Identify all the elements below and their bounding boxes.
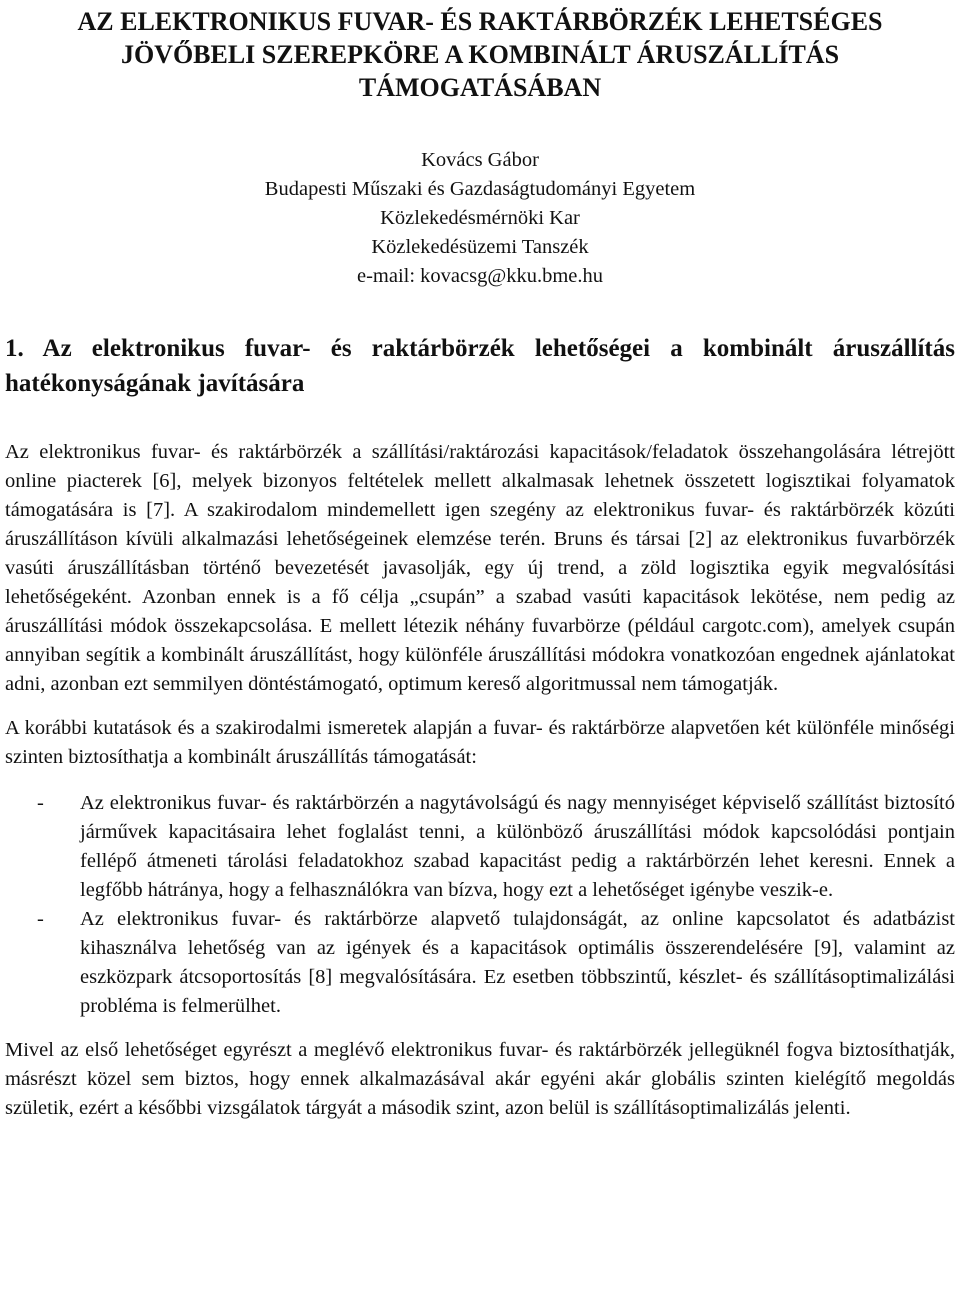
author-department: Közlekedésüzemi Tanszék bbox=[371, 236, 589, 258]
paragraph-3: Mivel az első lehetőséget egyrészt a meglévő elektronikus fuvar- és raktárbörzék jellegüknél fogva biztosíthatják, másrészt közel sem biztos, hogy ennek alkalmazásával akár egyéni akár globális szinten kielégítő megoldás születik, ezért a későbbi vizsgálatok tárgyát a második szint, azon belül is szállításoptimalizálás jelenti. bbox=[5, 1039, 955, 1119]
section-heading: 1. Az elektronikus fuvar- és raktárbörzék lehetőségei a kombinált áruszállítás hatékonyságának javítására bbox=[5, 335, 955, 397]
document-page bbox=[5, 0, 955, 1123]
author-block bbox=[5, 146, 955, 291]
title-line-3: TÁMOGATÁSÁBAN bbox=[358, 73, 602, 102]
title-line-2: JÖVŐBELI SZEREPKÖRE A KOMBINÁLT ÁRUSZÁLLÍTÁS bbox=[120, 40, 840, 69]
list-item-text: Az elektronikus fuvar- és raktárbörze alapvető tulajdonságát, az online kapcsolatot és adatbázist kihasználva lehetőség van az igények és a kapacitások optimális összerendelésére [9], valamint az eszközpark átcsoportosítás [8] megvalósítására. Ez esetben többszintű, készlet- és szállításoptimalizálási probléma is felmerülhet. bbox=[80, 908, 955, 1017]
paragraph-2: A korábbi kutatások és a szakirodalmi ismeretek alapján a fuvar- és raktárbörze alapvetően két különféle minőségi szinten biztosíthatja a kombinált áruszállítás támogatását: bbox=[5, 717, 955, 768]
author-university: Budapesti Műszaki és Gazdaságtudományi Egyetem bbox=[264, 178, 696, 200]
title-line-1: AZ ELEKTRONIKUS FUVAR- ÉS RAKTÁRBÖRZÉK LEHETSÉGES bbox=[77, 7, 883, 36]
list-item-text: Az elektronikus fuvar- és raktárbörzén a nagytávolságú és nagy mennyiséget képviselő szállítást biztosító járművek kapacitásaira lehet foglalást tenni, a különböző áruszállítási módok kapcsolódási pontjain fellépő átmeneti tárolási feladatokhoz szabad kapacitást pedig a raktárbörzén lehet keresni. Ennek a legfőbb hátránya, hogy a felhasználókra van bízva, hogy ezt a lehetőséget igénybe veszik-e. bbox=[80, 792, 955, 901]
author-name: Kovács Gábor bbox=[421, 149, 539, 171]
paragraph-1: Az elektronikus fuvar- és raktárbörzék a szállítási/raktározási kapacitások/feladatok összehangolására létrejött online piacterek [6], melyek bizonyos feltételek mellett alkalmasak lehetnek összetett logisztikai folyamatok támogatására is [7]. A szakirodalom mindemellett igen szegény az elektronikus fuvar- és raktárbörzék közúti áruszállításon kívüli alkalmazási lehetőségeinek elemzése terén. Bruns és társai [2] az elektronikus fuvarbörzék vasúti áruszállításban történő bevezetését javasolják, egy új trend, a zöld logisztika egyik megvalósítási lehetőségeként. Azonban ennek is a fő célja „csupán” a szabad vasúti kapacitások lekötése, nem pedig az áruszállítási módok összekapcsolása. E mellett létezik néhány fuvarbörze (például cargotc.com), amelyek csupán annyiban segítik a kombinált áruszállítást, hogy különféle áruszállítási módokra vonatkozóan engednek ajánlatokat adni, azonban ezt semmilyen döntéstámogató, optimum kereső algoritmussal nem támogatják. bbox=[5, 441, 955, 695]
author-email: e-mail: kovacsg@kku.bme.hu bbox=[356, 265, 604, 287]
author-faculty: Közlekedésmérnöki Kar bbox=[380, 207, 580, 229]
list-item bbox=[5, 905, 955, 1021]
dash-bullet: - bbox=[37, 908, 44, 930]
bullet-list bbox=[5, 789, 955, 1021]
paper-title bbox=[5, 5, 955, 104]
list-item bbox=[5, 789, 955, 905]
dash-bullet: - bbox=[37, 792, 44, 814]
